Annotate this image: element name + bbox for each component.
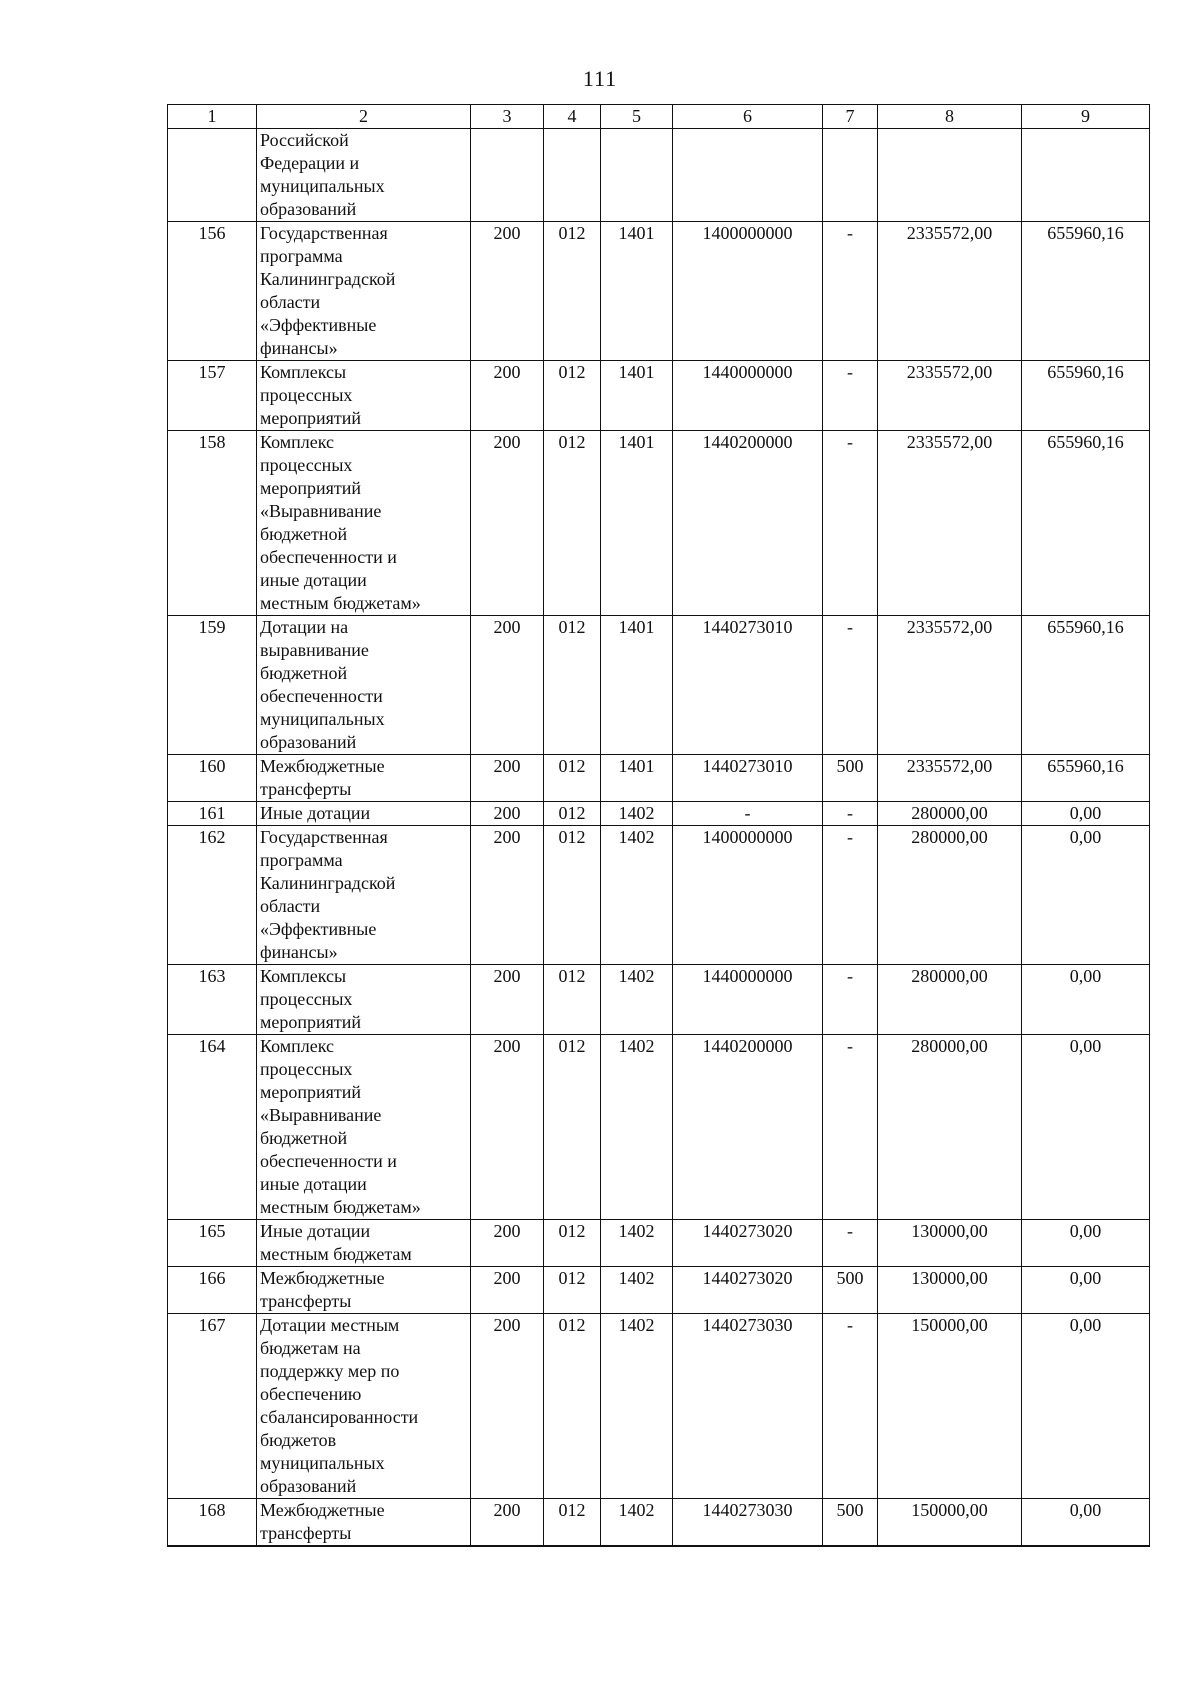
table-row [168,1220,1150,1267]
table-row [168,616,1150,755]
col-6-value: 1400000000 [673,222,823,361]
col-5-value: 1402 [601,1499,673,1547]
col-6-value: 1440273030 [673,1499,823,1547]
col-3-value: 200 [471,755,544,802]
col-3-value: 200 [471,1499,544,1547]
col-6-value: 1440200000 [673,431,823,616]
table-row [168,222,1150,361]
col-6-value: - [673,802,823,826]
col-8-value: 280000,00 [878,802,1022,826]
row-name: Иные дотации [257,802,471,826]
table-row [168,129,1150,222]
col-5-value: 1401 [601,222,673,361]
col-4-value: 012 [544,1267,601,1314]
col-3-value: 200 [471,1035,544,1220]
table-row [168,965,1150,1035]
col-9-value: 0,00 [1022,1035,1150,1220]
row-number: 159 [168,616,257,755]
col-7-value: 500 [823,1499,878,1547]
col-7-value: - [823,802,878,826]
col-9-value: 655960,16 [1022,222,1150,361]
col-3-value: 200 [471,431,544,616]
page-number: 111 [582,66,618,91]
col-9-value: 0,00 [1022,1499,1150,1547]
col-6-value [673,129,823,222]
col-6-value: 1400000000 [673,826,823,965]
col-7-value [823,129,878,222]
col-8-value: 150000,00 [878,1314,1022,1499]
col-5-value: 1401 [601,616,673,755]
row-number: 164 [168,1035,257,1220]
row-number: 168 [168,1499,257,1547]
col-8-value: 130000,00 [878,1220,1022,1267]
row-name: Межбюджетные трансферты [257,1267,471,1314]
col-8-value: 2335572,00 [878,755,1022,802]
col-5-value: 1402 [601,965,673,1035]
col-7-value: - [823,826,878,965]
table-row [168,1314,1150,1499]
col-9-value: 655960,16 [1022,616,1150,755]
table-row [168,361,1150,431]
col-4-value: 012 [544,1220,601,1267]
col-8-value: 2335572,00 [878,616,1022,755]
col-6-value: 1440273020 [673,1220,823,1267]
col-7-value: - [823,1314,878,1499]
col-9-value: 0,00 [1022,965,1150,1035]
row-name: Межбюджетные трансферты [257,755,471,802]
col-4-value: 012 [544,1499,601,1547]
col-7-value: - [823,222,878,361]
col-9-value: 0,00 [1022,1220,1150,1267]
col-4-value: 012 [544,965,601,1035]
col-8-value: 150000,00 [878,1499,1022,1547]
col-3-value: 200 [471,1267,544,1314]
col-7-value: - [823,965,878,1035]
header-cell: 6 [673,105,823,129]
header-cell: 1 [168,105,257,129]
col-3-value: 200 [471,361,544,431]
col-8-value: 2335572,00 [878,222,1022,361]
col-5-value: 1402 [601,802,673,826]
row-number: 158 [168,431,257,616]
col-4-value: 012 [544,1035,601,1220]
col-6-value: 1440273010 [673,616,823,755]
col-5-value: 1402 [601,1314,673,1499]
col-7-value: - [823,616,878,755]
row-number: 157 [168,361,257,431]
header-cell: 8 [878,105,1022,129]
col-4-value: 012 [544,361,601,431]
col-8-value [878,129,1022,222]
col-6-value: 1440273010 [673,755,823,802]
col-3-value: 200 [471,965,544,1035]
col-9-value [1022,129,1150,222]
col-4-value: 012 [544,616,601,755]
table-row [168,431,1150,616]
col-3-value: 200 [471,1314,544,1499]
col-6-value: 1440200000 [673,1035,823,1220]
col-3-value: 200 [471,802,544,826]
row-number: 160 [168,755,257,802]
header-cell: 5 [601,105,673,129]
col-5-value: 1402 [601,1220,673,1267]
row-name: Комплекс процессных мероприятий «Выравнивание бюджетной обеспеченности и иные дотации местным бюджетам» [257,1035,471,1220]
col-8-value: 280000,00 [878,826,1022,965]
row-name: Российской Федерации и муниципальных образований [257,129,471,222]
row-number: 166 [168,1267,257,1314]
header-cell: 7 [823,105,878,129]
table-row [168,802,1150,826]
row-number: 167 [168,1314,257,1499]
col-7-value: - [823,431,878,616]
col-5-value: 1401 [601,755,673,802]
col-8-value: 280000,00 [878,965,1022,1035]
col-8-value: 280000,00 [878,1035,1022,1220]
row-name: Государственная программа Калининградской области «Эффективные финансы» [257,826,471,965]
row-number: 156 [168,222,257,361]
table-row [168,755,1150,802]
table-row [168,1035,1150,1220]
row-name: Комплексы процессных мероприятий [257,361,471,431]
col-4-value: 012 [544,222,601,361]
col-7-value: 500 [823,755,878,802]
row-name: Дотации на выравнивание бюджетной обеспеченности муниципальных образований [257,616,471,755]
row-name: Иные дотации местным бюджетам [257,1220,471,1267]
col-9-value: 0,00 [1022,1314,1150,1499]
col-4-value: 012 [544,755,601,802]
col-8-value: 130000,00 [878,1267,1022,1314]
col-6-value: 1440000000 [673,965,823,1035]
col-4-value [544,129,601,222]
row-name: Государственная программа Калининградской области «Эффективные финансы» [257,222,471,361]
header-cell: 9 [1022,105,1150,129]
col-3-value: 200 [471,616,544,755]
header-row [168,105,1150,129]
col-7-value: - [823,1035,878,1220]
row-number: 165 [168,1220,257,1267]
header-cell: 4 [544,105,601,129]
row-number: 161 [168,802,257,826]
col-9-value: 0,00 [1022,1267,1150,1314]
row-name: Комплексы процессных мероприятий [257,965,471,1035]
col-9-value: 0,00 [1022,802,1150,826]
col-6-value: 1440273030 [673,1314,823,1499]
col-9-value: 655960,16 [1022,755,1150,802]
col-4-value: 012 [544,802,601,826]
header-cell: 3 [471,105,544,129]
col-4-value: 012 [544,431,601,616]
col-7-value: - [823,361,878,431]
row-number [168,129,257,222]
row-name: Комплекс процессных мероприятий «Выравнивание бюджетной обеспеченности и иные дотации местным бюджетам» [257,431,471,616]
col-6-value: 1440273020 [673,1267,823,1314]
table-row [168,826,1150,965]
row-name: Межбюджетные трансферты [257,1499,471,1547]
col-8-value: 2335572,00 [878,361,1022,431]
col-3-value [471,129,544,222]
col-5-value: 1402 [601,1035,673,1220]
row-number: 163 [168,965,257,1035]
col-3-value: 200 [471,222,544,361]
col-4-value: 012 [544,826,601,965]
col-4-value: 012 [544,1314,601,1499]
row-number: 162 [168,826,257,965]
table-row [168,1267,1150,1314]
col-6-value: 1440000000 [673,361,823,431]
table-row [168,1499,1150,1547]
col-5-value: 1401 [601,361,673,431]
col-8-value: 2335572,00 [878,431,1022,616]
col-5-value [601,129,673,222]
col-3-value: 200 [471,1220,544,1267]
header-cell: 2 [257,105,471,129]
col-7-value: 500 [823,1267,878,1314]
col-9-value: 655960,16 [1022,431,1150,616]
budget-table [167,104,1150,1547]
col-9-value: 0,00 [1022,826,1150,965]
col-5-value: 1402 [601,1267,673,1314]
col-9-value: 655960,16 [1022,361,1150,431]
row-name: Дотации местным бюджетам на поддержку мер по обеспечению сбалансированности бюджетов муниципальных образований [257,1314,471,1499]
col-5-value: 1401 [601,431,673,616]
col-3-value: 200 [471,826,544,965]
col-7-value: - [823,1220,878,1267]
col-5-value: 1402 [601,826,673,965]
